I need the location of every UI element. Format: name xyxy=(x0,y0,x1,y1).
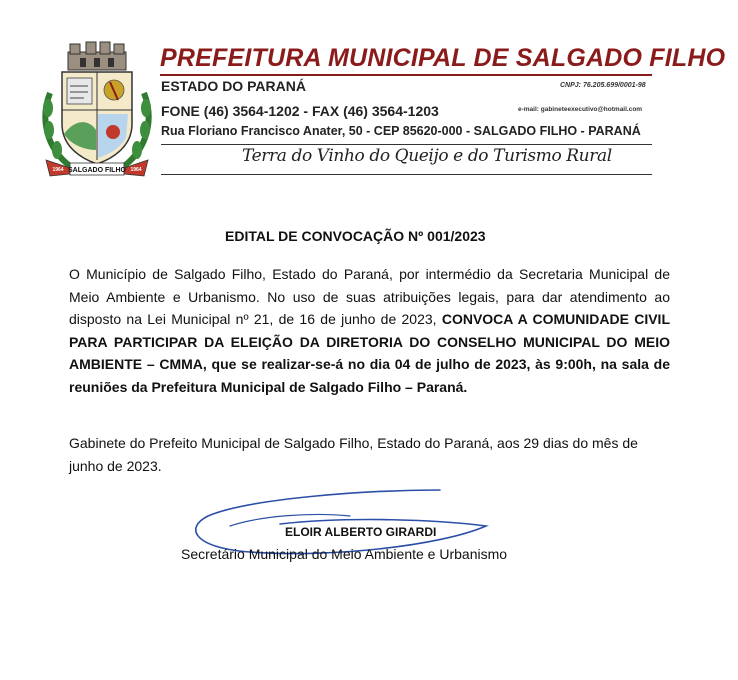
document-body-paragraph xyxy=(69,263,670,398)
letterhead-motto: Terra do Vinho do Queijo e do Turismo Rural xyxy=(242,146,612,166)
municipal-crest-logo xyxy=(40,38,154,178)
signer-role: Secretário Municipal do Meio Ambiente e Urbanismo xyxy=(181,546,508,562)
signer-name: ELOIR ALBERTO GIRARDI xyxy=(285,525,437,539)
crest-ribbon-right: 1964 xyxy=(130,167,142,173)
letterhead-cnpj: CNPJ: 76.205.699/0001-98 xyxy=(560,82,646,89)
letterhead-phone-fax: FONE (46) 3564-1202 - FAX (46) 3564-1203 xyxy=(161,103,439,119)
letterhead-title: PREFEITURA MUNICIPAL DE SALGADO FILHO xyxy=(160,44,652,76)
letterhead-state: ESTADO DO PARANÁ xyxy=(161,78,306,94)
letterhead-address: Rua Floriano Francisco Anater, 50 - CEP 85620-000 - SALGADO FILHO - PARANÁ xyxy=(161,124,641,138)
document-closing: Gabinete do Prefeito Municipal de Salgado Filho, Estado do Paraná, aos 29 dias do mês de junho de 2023. xyxy=(69,435,638,474)
document-title: EDITAL DE CONVOCAÇÃO Nº 001/2023 xyxy=(225,228,486,244)
letterhead-divider-top xyxy=(161,144,652,145)
letterhead-email: e-mail: gabineteexecutivo@hotmail.com xyxy=(518,106,643,113)
crest-ribbon-center: SALGADO FILHO xyxy=(68,167,126,174)
paragraph-normal-text: O Município de Salgado Filho, Estado do Paraná, por intermédio da Secretaria Municipal de Meio Ambiente e Urbanismo. No uso de suas atribuições legais, para dar atendimento ao disposto na Lei Municipal nº 21, de 16 de junho de 2023, xyxy=(69,266,670,327)
letterhead-divider-bottom xyxy=(161,174,652,175)
crest-ribbon-left: 1964 xyxy=(52,167,64,173)
paragraph-bold-text: CONVOCA A COMUNIDADE CIVIL PARA PARTICIPAR DA ELEIÇÃO DA DIRETORIA DO CONSELHO MUNICIPAL DO MEIO AMBIENTE – CMMA, que se realizar-se-á no dia 04 de julho de 2023, às 9:00h, na sala de reuniões da Prefeitura Municipal de Salgado Filho – Paraná. xyxy=(69,311,670,395)
